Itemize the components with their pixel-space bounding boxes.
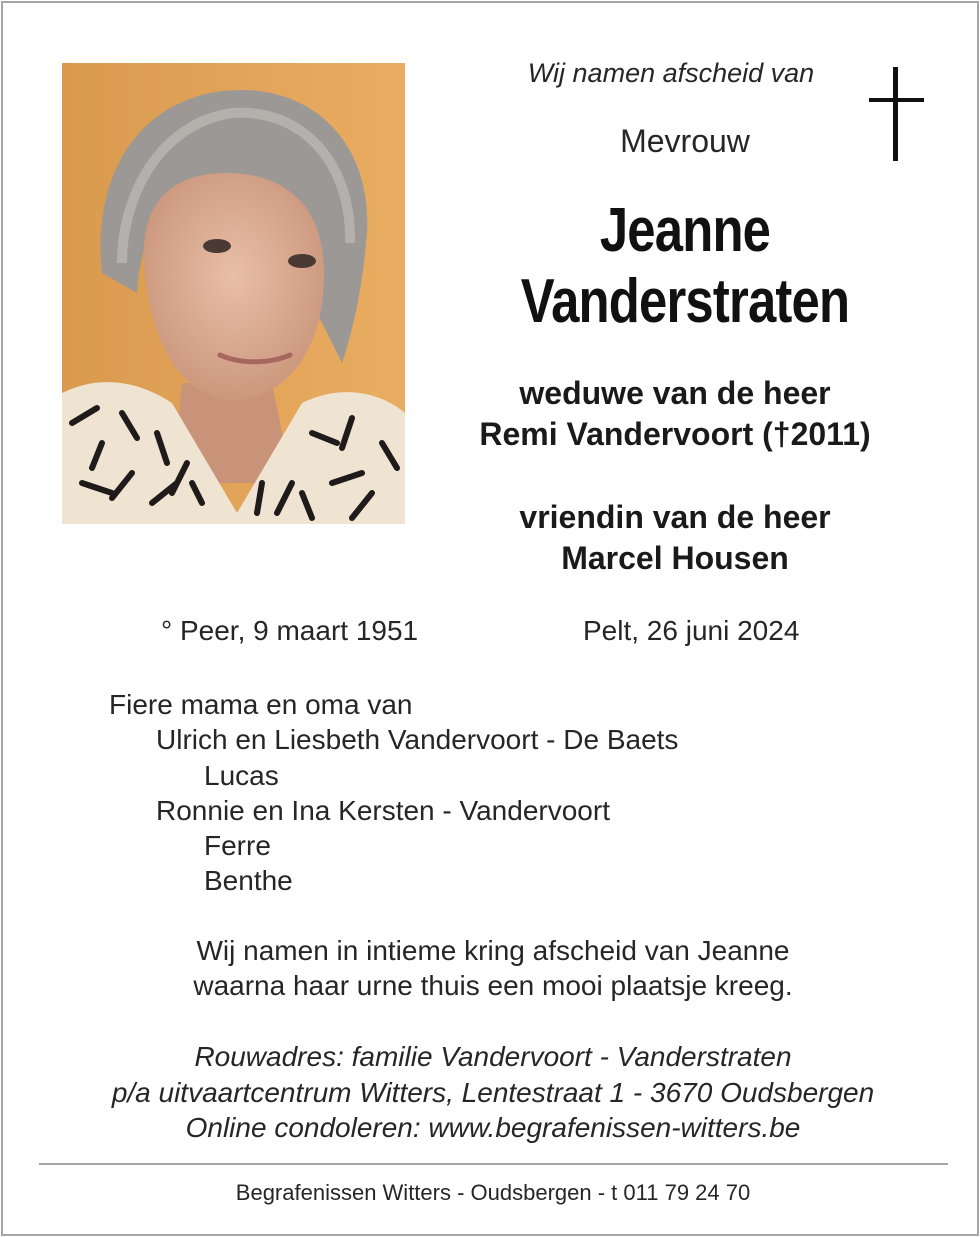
family-line: Lucas — [204, 759, 279, 791]
family-line: Ulrich en Liesbeth Vandervoort - De Baets — [156, 724, 679, 756]
death-date: Pelt, 26 juni 2024 — [583, 615, 800, 646]
condolence-address — [43, 1039, 943, 1146]
relation-friend — [433, 497, 917, 579]
relation-spouse — [433, 373, 917, 455]
farewell-message-line: Wij namen in intieme kring afscheid van Jeanne — [196, 935, 790, 966]
relation-friend-line1: vriendin van de heer — [519, 499, 831, 535]
family-line: Benthe — [204, 865, 293, 897]
last-name: Vanderstraten — [520, 267, 850, 336]
funeral-home-footer: Begrafenissen Witters - Oudsbergen - t 011 79 24 70 — [235, 1180, 751, 1205]
address-line: p/a uitvaartcentrum Witters, Lentestraat 1 - 3670 Oudsbergen — [111, 1076, 875, 1108]
relation-friend-line2: Marcel Housen — [561, 540, 789, 576]
family-heading: Fiere mama en oma van — [109, 689, 413, 720]
family-line: Ferre — [204, 830, 271, 862]
relation-spouse-line1: weduwe van de heer — [519, 375, 831, 411]
farewell-message — [103, 933, 883, 1003]
honorific: Mevrouw — [620, 123, 750, 159]
farewell-message-line: waarna haar urne thuis een mooi plaatsje kreeg. — [193, 970, 793, 1001]
cross-icon — [869, 67, 924, 161]
birth-date: ° Peer, 9 maart 1951 — [161, 615, 419, 646]
obituary-card — [1, 1, 979, 1236]
address-line: Rouwadres: familie Vandervoort - Vanderstraten — [194, 1041, 792, 1072]
relation-spouse-line2: Remi Vandervoort (†2011) — [479, 416, 871, 452]
address-line: Online condoleren: www.begrafenissen-witters.be — [185, 1112, 801, 1143]
family-line: Ronnie en Ina Kersten - Vandervoort — [156, 794, 610, 826]
deceased-name — [505, 195, 866, 337]
divider — [39, 1163, 948, 1165]
portrait-photo — [62, 63, 405, 524]
intro-text: Wij namen afscheid van — [527, 58, 815, 88]
family-list — [109, 687, 678, 899]
first-name: Jeanne — [599, 196, 771, 265]
